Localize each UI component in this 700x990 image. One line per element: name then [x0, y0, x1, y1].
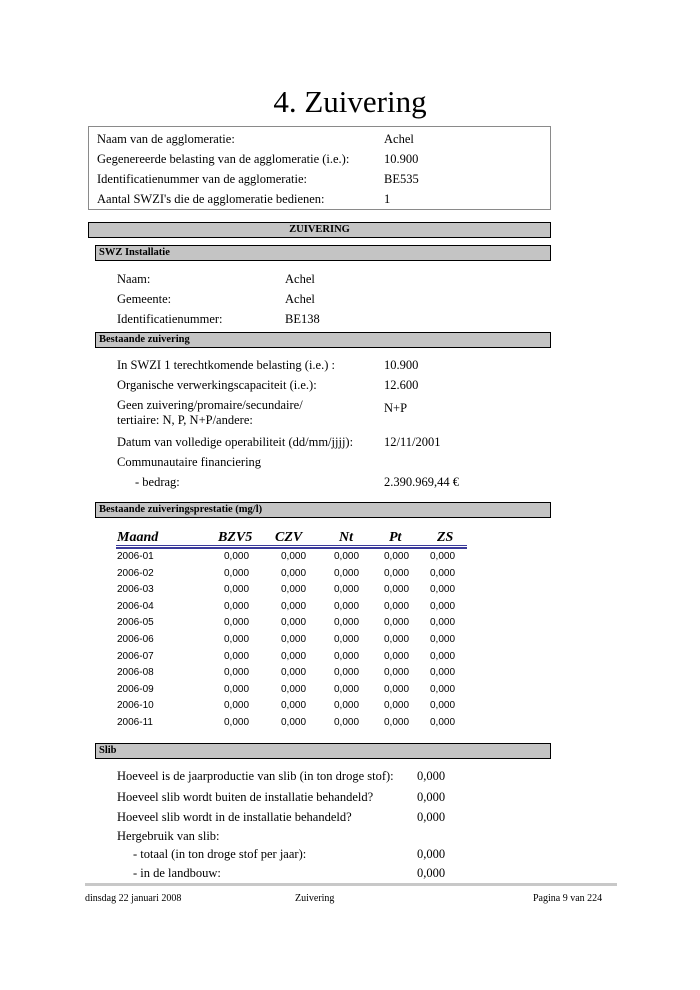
table-cell-bzv5: 0,000 — [224, 617, 250, 628]
table-cell-bzv5: 0,000 — [224, 568, 250, 579]
table-cell-bzv5: 0,000 — [224, 684, 250, 695]
column-header-maand: Maand — [117, 530, 159, 545]
table-cell-pt: 0,000 — [384, 568, 410, 579]
table-cell-pt: 0,000 — [384, 601, 410, 612]
table-cell-czv: 0,000 — [281, 700, 307, 711]
table-cell-nt: 0,000 — [334, 551, 360, 562]
slib-jaarproductie-label: Hoeveel is de jaarproductie van slib (in ton droge stof): — [117, 769, 394, 783]
table-cell-czv: 0,000 — [281, 601, 307, 612]
footer-page-number: Pagina 9 van 224 — [533, 893, 603, 904]
footer-section: Zuivering — [295, 893, 335, 904]
table-cell-maand: 2006-03 — [117, 584, 154, 595]
table-cell-zs: 0,000 — [430, 601, 456, 612]
table-cell-zs: 0,000 — [430, 551, 456, 562]
table-cell-bzv5: 0,000 — [224, 651, 250, 662]
table-cell-czv: 0,000 — [281, 551, 307, 562]
table-cell-maand: 2006-05 — [117, 617, 154, 628]
table-cell-nt: 0,000 — [334, 617, 360, 628]
table-cell-bzv5: 0,000 — [224, 717, 250, 728]
capaciteit-value: 12.600 — [384, 378, 419, 392]
table-cell-maand: 2006-06 — [117, 634, 154, 645]
agglomeratie-swzi-label: Aantal SWZI's die de agglomeratie bedienen: — [97, 192, 325, 206]
agglomeratie-naam-label: Naam van de agglomeratie: — [97, 132, 235, 146]
table-cell-maand: 2006-01 — [117, 551, 154, 562]
datum-value: 12/11/2001 — [384, 435, 441, 449]
column-header-bzv5: BZV5 — [218, 530, 253, 545]
table-cell-pt: 0,000 — [384, 651, 410, 662]
swz-installatie-header: SWZ Installatie — [95, 245, 551, 261]
slib-totaal-label: - totaal (in ton droge stof per jaar): — [133, 847, 307, 861]
table-cell-czv: 0,000 — [281, 684, 307, 695]
table-cell-pt: 0,000 — [384, 551, 410, 562]
table-cell-maand: 2006-04 — [117, 601, 154, 612]
agglomeratie-belasting-value: 10.900 — [384, 152, 419, 166]
table-cell-zs: 0,000 — [430, 700, 456, 711]
table-cell-zs: 0,000 — [430, 634, 456, 645]
table-cell-nt: 0,000 — [334, 584, 360, 595]
slib-header: Slib — [95, 743, 551, 759]
capaciteit-label: Organische verwerkingscapaciteit (i.e.): — [117, 378, 317, 392]
table-cell-nt: 0,000 — [334, 634, 360, 645]
table-cell-maand: 2006-02 — [117, 568, 154, 579]
belasting-value: 10.900 — [384, 358, 419, 372]
table-cell-maand: 2006-08 — [117, 667, 154, 678]
table-cell-maand: 2006-09 — [117, 684, 154, 695]
agglomeratie-id-label: Identificatienummer van de agglomeratie: — [97, 172, 307, 186]
table-cell-zs: 0,000 — [430, 617, 456, 628]
table-cell-czv: 0,000 — [281, 584, 307, 595]
slib-in-label: Hoeveel slib wordt in de installatie behandeld? — [117, 810, 352, 824]
table-cell-pt: 0,000 — [384, 700, 410, 711]
table-cell-czv: 0,000 — [281, 568, 307, 579]
agglomeratie-id-value: BE535 — [384, 172, 419, 186]
table-cell-czv: 0,000 — [281, 717, 307, 728]
column-header-pt: Pt — [389, 530, 402, 545]
table-cell-bzv5: 0,000 — [224, 634, 250, 645]
footer-divider — [85, 883, 617, 886]
table-cell-nt: 0,000 — [334, 601, 360, 612]
zuiveringstype-value: N+P — [384, 401, 408, 415]
page-title: 4. Zuivering — [273, 84, 427, 119]
zuiveringstype-label-line2: tertiaire: N, P, N+P/andere: — [117, 413, 253, 427]
swz-gemeente-value: Achel — [285, 292, 315, 306]
table-cell-pt: 0,000 — [384, 684, 410, 695]
agglomeratie-naam-value: Achel — [384, 132, 414, 146]
bedrag-label: - bedrag: — [135, 475, 180, 489]
table-cell-zs: 0,000 — [430, 667, 456, 678]
table-cell-bzv5: 0,000 — [224, 667, 250, 678]
column-header-zs: ZS — [437, 530, 454, 545]
slib-buiten-value: 0,000 — [417, 790, 446, 804]
slib-jaarproductie-value: 0,000 — [417, 769, 446, 783]
zuivering-header: ZUIVERING — [88, 222, 551, 238]
table-cell-nt: 0,000 — [334, 651, 360, 662]
table-cell-nt: 0,000 — [334, 667, 360, 678]
agglomeratie-swzi-value: 1 — [384, 192, 391, 206]
table-cell-maand: 2006-10 — [117, 700, 154, 711]
table-cell-zs: 0,000 — [430, 651, 456, 662]
financiering-label: Communautaire financiering — [117, 455, 262, 469]
table-cell-bzv5: 0,000 — [224, 551, 250, 562]
slib-in-value: 0,000 — [417, 810, 446, 824]
swz-id-label: Identificatienummer: — [117, 312, 223, 326]
table-cell-maand: 2006-11 — [117, 717, 153, 728]
table-cell-nt: 0,000 — [334, 568, 360, 579]
table-cell-zs: 0,000 — [430, 717, 456, 728]
header-underline-thick — [116, 547, 467, 549]
header-underline — [116, 545, 467, 546]
bedrag-value: 2.390.969,44 € — [384, 475, 459, 489]
table-cell-zs: 0,000 — [430, 568, 456, 579]
table-cell-czv: 0,000 — [281, 651, 307, 662]
belasting-label: In SWZI 1 terechtkomende belasting (i.e.) : — [117, 358, 335, 372]
table-cell-czv: 0,000 — [281, 667, 307, 678]
column-header-czv: CZV — [275, 530, 303, 545]
table-cell-nt: 0,000 — [334, 700, 360, 711]
table-cell-nt: 0,000 — [334, 717, 360, 728]
slib-hergebruik-label: Hergebruik van slib: — [117, 829, 220, 843]
table-cell-zs: 0,000 — [430, 584, 456, 595]
zuiveringsprestatie-header: Bestaande zuiveringsprestatie (mg/l) — [95, 502, 551, 518]
bestaande-zuivering-header: Bestaande zuivering — [95, 332, 551, 348]
table-cell-zs: 0,000 — [430, 684, 456, 695]
table-cell-bzv5: 0,000 — [224, 584, 250, 595]
slib-landbouw-label: - in de landbouw: — [133, 866, 221, 880]
swz-naam-value: Achel — [285, 272, 315, 286]
slib-totaal-value: 0,000 — [417, 847, 446, 861]
slib-buiten-label: Hoeveel slib wordt buiten de installatie behandeld? — [117, 790, 374, 804]
table-cell-pt: 0,000 — [384, 584, 410, 595]
table-cell-maand: 2006-07 — [117, 651, 154, 662]
table-cell-pt: 0,000 — [384, 667, 410, 678]
datum-label: Datum van volledige operabiliteit (dd/mm/jjjj): — [117, 435, 354, 449]
agglomeratie-belasting-label: Gegenereerde belasting van de agglomeratie (i.e.): — [97, 152, 350, 166]
slib-landbouw-value: 0,000 — [417, 866, 446, 880]
column-header-nt: Nt — [339, 530, 353, 545]
swz-naam-label: Naam: — [117, 272, 151, 286]
swz-gemeente-label: Gemeente: — [117, 292, 172, 306]
table-cell-bzv5: 0,000 — [224, 601, 250, 612]
table-cell-pt: 0,000 — [384, 717, 410, 728]
zuiveringstype-label-line1: Geen zuivering/promaire/secundaire/ — [117, 398, 303, 412]
table-cell-czv: 0,000 — [281, 634, 307, 645]
table-cell-czv: 0,000 — [281, 617, 307, 628]
swz-id-value: BE138 — [285, 312, 320, 326]
table-cell-pt: 0,000 — [384, 617, 410, 628]
table-cell-bzv5: 0,000 — [224, 700, 250, 711]
footer-date: dinsdag 22 januari 2008 — [85, 893, 182, 904]
table-cell-nt: 0,000 — [334, 684, 360, 695]
table-cell-pt: 0,000 — [384, 634, 410, 645]
